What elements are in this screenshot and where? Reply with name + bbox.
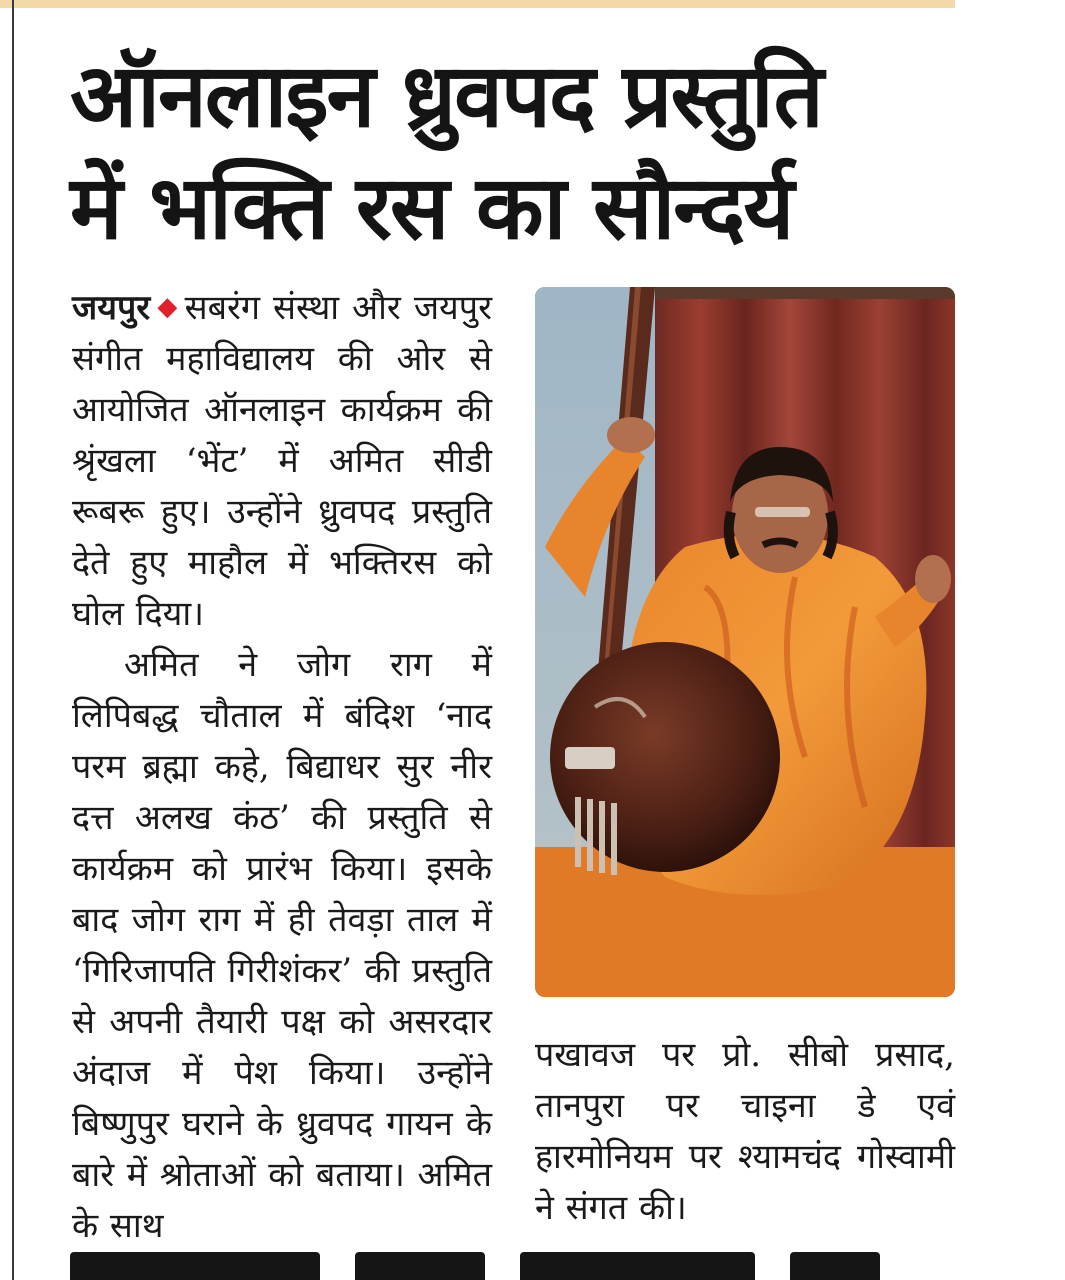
headline-line-2: में भक्ति रस का सौन्दर्य — [70, 156, 793, 259]
article-body-right-column — [535, 1030, 955, 1234]
top-color-strip — [0, 0, 955, 8]
cropped-headline-glyphs — [790, 1252, 880, 1280]
article-body-left-column — [72, 282, 492, 1252]
cropped-headline-glyphs — [70, 1252, 320, 1280]
article-paragraph-3: पखावज पर प्रो. सीबो प्रसाद, तानपुरा पर चाइना डे एवं हारमोनियम पर श्यामचंद गोस्वामी ने संगत की। — [535, 1035, 955, 1228]
dateline: जयपुर — [72, 288, 151, 328]
headline-line-1: ऑनलाइन ध्रुवपद प्रस्तुति — [70, 44, 822, 147]
article-paragraph-1 — [72, 282, 492, 640]
singer-with-tanpura-photo — [535, 287, 955, 997]
article-paragraph-2: अमित ने जोग राग में लिपिबद्ध चौताल में बंदिश ‘नाद परम ब्रह्मा कहे, बिद्याधर सुर नीर दत्त अलख कंठ’ की प्रस्तुति से कार्यक्रम को प्रारंभ किया। इसके बाद जोग राग में ही तेवड़ा ताल में ‘गिरिजापति गिरीशंकर’ की प्रस्तुति से अपनी तैयारी पक्ष को असरदार अंदाज में पेश किया। उन्होंने बिष्णुपुर घराने के ध्रुवपद गायन के बारे में श्रोताओं को बताया। अमित के साथ — [72, 645, 492, 1246]
diamond-bullet-icon: ◆ — [156, 292, 179, 322]
article-headline — [70, 40, 970, 264]
paragraph-1-text: सबरंग संस्था और जयपुर संगीत महाविद्यालय की ओर से आयोजित ऑनलाइन कार्यक्रम की श्रृंखला ‘भेंट’ में अमित सीडी रूबरू हुए। उन्होंने ध्रुवपद प्रस्तुति देते हुए माहौल में भक्तिरस को घोल दिया। — [72, 288, 492, 634]
left-column-rule — [12, 0, 14, 1280]
cropped-headline-glyphs — [520, 1252, 755, 1280]
next-article-headline-cropped — [70, 1242, 970, 1280]
cropped-headline-glyphs — [355, 1252, 485, 1280]
